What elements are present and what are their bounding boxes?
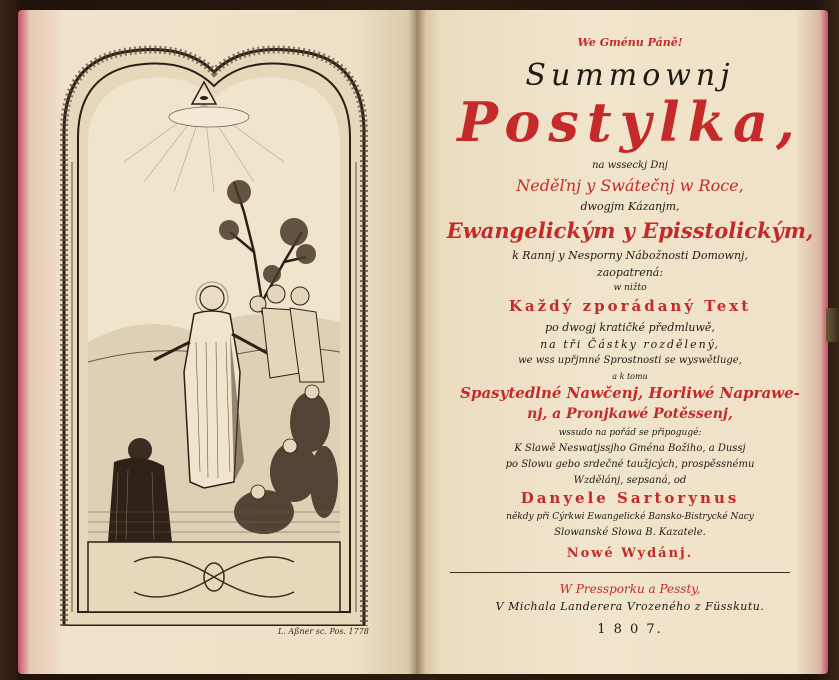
imprint-place: W Pressporku a Pessty,: [559, 582, 701, 596]
subtitle-line: zaopatrená:: [596, 266, 664, 279]
book-gutter: [408, 10, 426, 674]
divider-rule: [450, 572, 790, 573]
subtitle-line: na wsseckj Dnj: [592, 160, 668, 171]
subtitle-line: Neděľnj y Swátečnj w Roce,: [516, 176, 744, 195]
subtitle-line: k Rannj y Nesporny Nábožnosti Domownj,: [512, 249, 748, 262]
subtitle-line: po Slowu gebo srdečné taužjcých, prospěssnému: [505, 459, 755, 470]
subtitle-line: a k tomu: [612, 372, 648, 381]
main-title-postylka: Postylka,: [457, 90, 803, 154]
imprint-printer: V Michala Landerera Vrozeného z Füsskutu.: [495, 600, 765, 613]
edition-note: Nowé Wydánj.: [566, 546, 694, 561]
author-description: Slowanské Slowa B. Kazatele.: [554, 527, 706, 538]
frontispiece-engraving: [44, 42, 384, 626]
subtitle-line: Spasytedlné Nawčenj, Horliwé Naprawe-: [460, 384, 800, 402]
title-word-summownj: Summownj: [525, 58, 735, 93]
subtitle-line: Každý zporádaný Text: [508, 297, 752, 315]
subtitle-line: dwogjm Kázanjm,: [580, 200, 680, 213]
subtitle-line: Wzdělánj, sepsaná, od: [573, 475, 687, 486]
subtitle-line: w nižto: [613, 283, 647, 293]
invocation-line: We Gménu Páně!: [577, 36, 683, 49]
subtitle-line: K Slawě Neswatjssjho Gména Božiho, a Dussj: [514, 443, 746, 454]
subtitle-line: na tři Částky rozdělený,: [540, 338, 720, 351]
subtitle-line: we wss upřjmné Sprostnosti se wyswětluge,: [518, 355, 742, 366]
imprint-year: 1 8 0 7.: [597, 622, 663, 637]
subtitle-line: wssudo na pořád se připogugé:: [558, 428, 702, 438]
engraver-signature: L. Aßner sc. Pos. 1778: [278, 627, 369, 636]
author-name: Danyele Sartorynus: [520, 489, 740, 507]
subtitle-line: Ewangelickým y Episstolickým,: [446, 218, 814, 243]
subtitle-line: nj, a Pronjkawé Potěssenj,: [527, 406, 733, 422]
subtitle-line: po dwogj kratičké předmluwě,: [545, 321, 715, 334]
author-description: někdy při Cýrkwi Ewangelické Bansko-Bistrycké Nacy: [506, 512, 754, 522]
